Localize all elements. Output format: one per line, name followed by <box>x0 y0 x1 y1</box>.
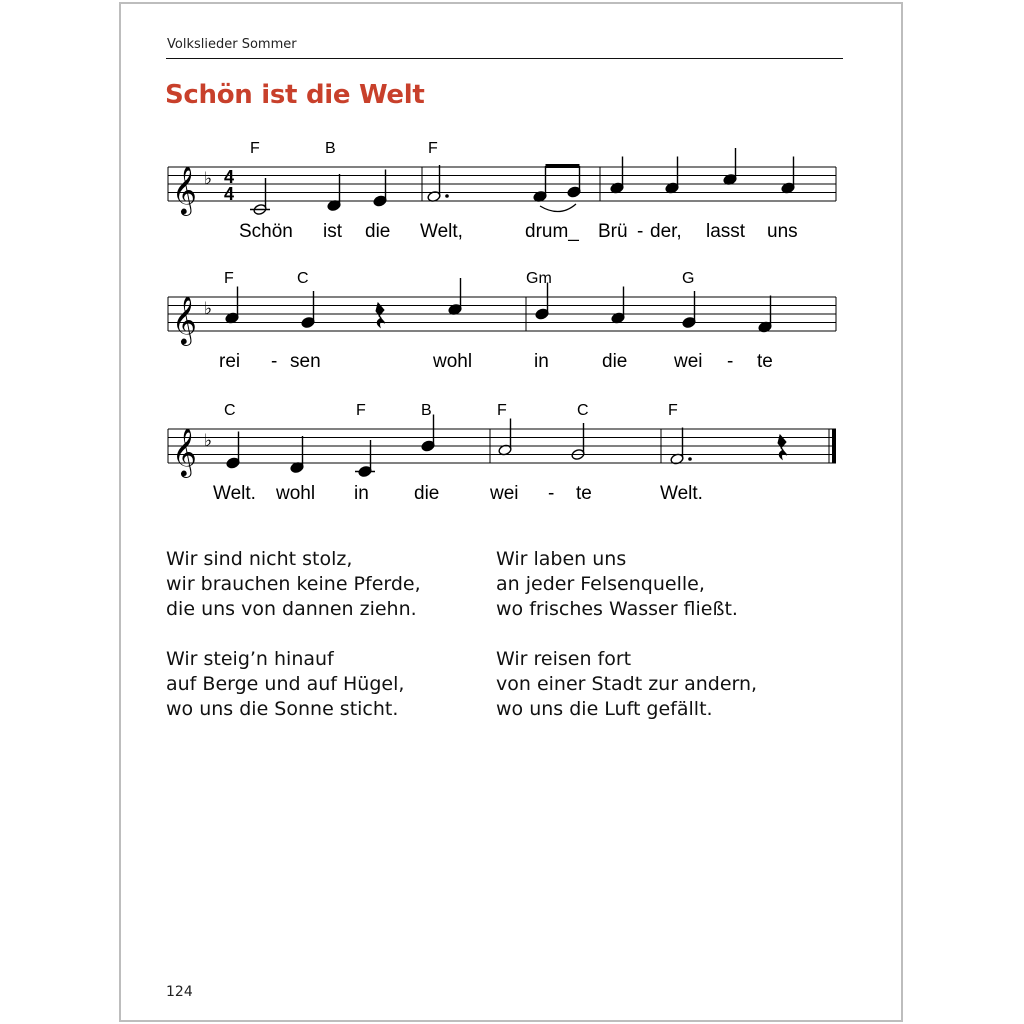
lyric-syllable: in <box>354 483 369 504</box>
flat-key-signature-icon: ♭ <box>204 169 213 189</box>
chord-symbol: B <box>325 140 336 157</box>
final-barline-thick <box>832 429 836 463</box>
verse-line: auf Berge und auf Hügel, <box>166 673 405 695</box>
lyric-syllable: rei <box>219 351 241 372</box>
quarter-rest-icon <box>778 435 787 459</box>
song-title: Schön ist die Welt <box>165 80 425 110</box>
chord-symbol: F <box>428 140 438 157</box>
chord-symbol: F <box>224 270 234 287</box>
lyric-syllable: Schön <box>239 221 293 242</box>
flat-key-signature-icon: ♭ <box>204 431 213 451</box>
verse-1 <box>166 547 421 622</box>
lyric-syllable: die <box>365 221 391 242</box>
treble-clef-icon: 𝄞 <box>172 165 197 214</box>
verse-line: Wir laben uns <box>496 548 627 570</box>
treble-clef-icon: 𝄞 <box>172 427 197 476</box>
verse-4 <box>496 647 757 722</box>
time-signature-bottom: 4 <box>224 184 235 204</box>
chord-symbol: C <box>224 402 236 419</box>
flat-key-signature-icon: ♭ <box>204 299 213 319</box>
chord-symbol: F <box>497 402 507 419</box>
lyric-syllable: wei <box>674 351 703 372</box>
lyric-syllable: te <box>576 483 592 504</box>
verse-line: von einer Stadt zur andern, <box>496 673 758 695</box>
verse-line: wo uns die Luft gefällt. <box>496 698 713 720</box>
chord-symbol: F <box>356 402 366 419</box>
lyric-syllable: lasst <box>706 221 746 242</box>
lyric-syllable: ist <box>323 221 342 242</box>
lyric-syllable: wei <box>490 483 519 504</box>
chord-symbol: Gm <box>526 270 552 287</box>
slur <box>540 204 576 212</box>
chord-symbol: F <box>668 402 678 419</box>
page-number: 124 <box>166 984 193 1000</box>
chord-symbol: F <box>250 140 260 157</box>
verse-2 <box>496 547 738 622</box>
lyric-syllable: - <box>727 351 734 372</box>
lyric-syllable: te <box>757 351 773 372</box>
lyric-syllable: Welt, <box>420 221 463 242</box>
lyric-syllable: die <box>602 351 628 372</box>
lyric-syllable: uns <box>767 221 798 242</box>
verse-line: Wir reisen fort <box>496 648 632 670</box>
verse-line: Wir sind nicht stolz, <box>166 548 353 570</box>
lyric-syllable: Welt. <box>660 483 703 504</box>
verse-3 <box>166 647 404 722</box>
lyric-syllable: in <box>534 351 549 372</box>
verse-line: die uns von dannen ziehn. <box>166 598 417 620</box>
chord-symbol: G <box>682 270 695 287</box>
lyric-syllable: sen <box>290 351 321 372</box>
chord-symbol: B <box>421 402 432 419</box>
lyric-syllable: Brü <box>598 221 628 242</box>
notes-system-1 <box>250 148 795 216</box>
quarter-rest-icon <box>376 303 385 327</box>
verse-line: an jeder Felsenquelle, <box>496 573 705 595</box>
verse-line: wir brauchen keine Pferde, <box>166 573 421 595</box>
lyric-syllable: Welt. <box>213 483 256 504</box>
verse-line: wo frisches Wasser fließt. <box>496 598 738 620</box>
lyric-syllable: die <box>414 483 440 504</box>
running-header: Volkslieder Sommer <box>167 37 297 52</box>
verse-line: wo uns die Sonne sticht. <box>166 698 399 720</box>
staff-system-2 <box>168 297 836 331</box>
chord-symbol: C <box>577 402 589 419</box>
treble-clef-icon: 𝄞 <box>172 295 197 344</box>
lyric-syllable: - <box>271 351 278 372</box>
verse-line: Wir steig’n hinauf <box>166 648 334 670</box>
lyric-syllable: der, <box>650 221 682 242</box>
lyric-syllable: wohl <box>433 351 473 372</box>
time-signature-top: 4 <box>224 167 235 187</box>
chord-symbol: C <box>297 270 309 287</box>
lyric-syllable: - <box>548 483 555 504</box>
lyric-syllable: drum_ <box>525 221 579 242</box>
lyric-syllable: wohl <box>276 483 316 504</box>
lyric-syllable: - <box>637 221 644 242</box>
